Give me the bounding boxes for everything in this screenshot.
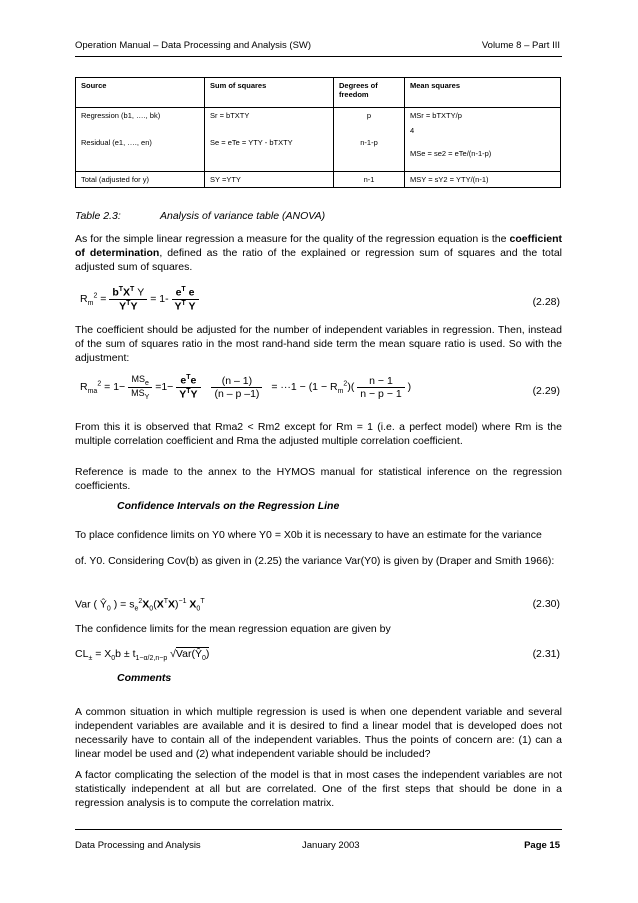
equation-number-2-28: (2.28) [532,296,560,308]
row-regression-source: Regression (b1, …., bk) [81,111,161,120]
row-total-source: Total (adjusted for y) [76,172,205,188]
row-total-ss: SY =YTY [205,172,334,188]
equation-number-2-31: (2.31) [532,648,560,660]
bold-term: coefficient of determination [75,233,562,259]
equation-2-30: Var ( $Ŷ_0$ ) = $s_e^2X_0(X^TX)^{-1}$ $X_0^T$ [75,598,205,613]
row-regression-ms: MSr = bTXTY/p [410,111,462,120]
paragraph-5b: of. Y0. Considering Cov(b) as given in (2.25) the variance Var(Y0) is given by (Draper and Smith 1966): [75,555,555,567]
col-header-df: Degrees of freedom [334,78,405,108]
header-right: Volume 8 – Part III [481,40,560,51]
paragraph-5a: To place confidence limits on Y0 where Y0 = X0b it is necessary to have an estimate for the variance [75,529,542,541]
footer-left: Data Processing and Analysis [75,840,201,851]
paragraph-4: Reference is made to the annex to the HYMOS manual for statistical inference on the regression coefficients. [75,466,562,492]
table-caption-number: Table 2.3: [75,210,121,222]
anova-table [75,77,561,188]
section-heading-confidence: Confidence Intervals on the Regression Line [117,500,340,512]
table-cell-source [76,108,205,172]
row-regression-df: p [366,111,372,120]
row-total-df: n-1 [334,172,405,188]
col-header-ms: Mean squares [405,78,561,108]
table-cell-ss [205,108,334,172]
section-heading-comments: Comments [117,672,172,684]
col-header-ss: Sum of squares [205,78,334,108]
row-residual-ss: Se = eTe = YTY - bTXTY [210,138,293,147]
paragraph-7: A common situation in which multiple regression is used is when one dependent variable and several independent variables are available and it is desired to find a linear model that is developed does not necessarily have to contain all of the independent variables. Thus the points of concern are: (1) can a linear model be used and (2) what independent variable should be included? [75,706,562,760]
header-left: Operation Manual – Data Processing and Analysis (SW) [75,40,312,51]
table-caption-text: Analysis of variance table (ANOVA) [160,210,326,222]
paragraph-2: The coefficient should be adjusted for the number of independent variables in regression. Then, instead of the sum of squares ratio in the most rand-hand side term the mean square ratio is used. So with the adjustment: [75,324,562,364]
row-residual-ms: MSe = se2 = eTe/(n-1-p) [410,149,492,158]
paragraph-6: The confidence limits for the mean regression equation are given by [75,623,391,635]
row-residual-source: Residual (e1, …., en) [81,138,152,147]
equation-2-28: $R_m^2$ = $\frac{b^TX^T Y}{Y^TY}$ = 1- $\frac{e^T e}{Y^T Y}$ [80,286,199,312]
row-total-ms: MSY = sY2 = YTY/(n-1) [405,172,561,188]
row-residual-df: n-1-p [360,138,378,147]
footer-page-number: Page 15 [524,840,560,851]
footer-rule [75,829,562,830]
paragraph-8: A factor complicating the selection of the model is that in most cases the independent variables are not statistically independent at all but are correlated. One of the first steps that should be done in a regression analysis is to compute the correlation matrix. [75,769,562,809]
paragraph-1: As for the simple linear regression a measure for the quality of the regression equation is the coefficient of determination, defined as the ratio of the explained or regression sum of squares and the total adjusted sum of squares. [75,233,562,273]
stray-number: 4 [410,126,415,135]
table-cell-df [334,108,405,172]
equation-number-2-30: (2.30) [532,598,560,610]
footer-center: January 2003 [302,840,360,851]
table-cell-ms [405,108,561,172]
equation-2-31: $CL_\pm = X_0b \pm t_{1-\alpha/2,n-p}$ $√Var(Ŷ_0)$ [75,648,210,663]
row-regression-ss: Sr = bTXTY [210,111,250,120]
equation-number-2-29: (2.29) [532,385,560,397]
paragraph-3: From this it is observed that Rma2 < Rm2 except for Rm = 1 (i.e. a perfect model) where Rm is the multiple correlation coefficient and Rma the adjusted multiple correlation coefficient. [75,421,562,447]
equation-2-29: $R_{ma}^2 = 1-$ $\frac{MS_e}{MS_Y}$ =1− $\frac{e^Te}{Y^TY}$ $\frac{(n - 1)}{(n - p -1)}$ = $\cdot\cdot\cdot 1 - (1 - R_m^2)$( $\frac{n - 1}{n - p - 1}$ ) [80,374,412,401]
header-rule [75,56,562,57]
col-header-source: Source [76,78,205,108]
